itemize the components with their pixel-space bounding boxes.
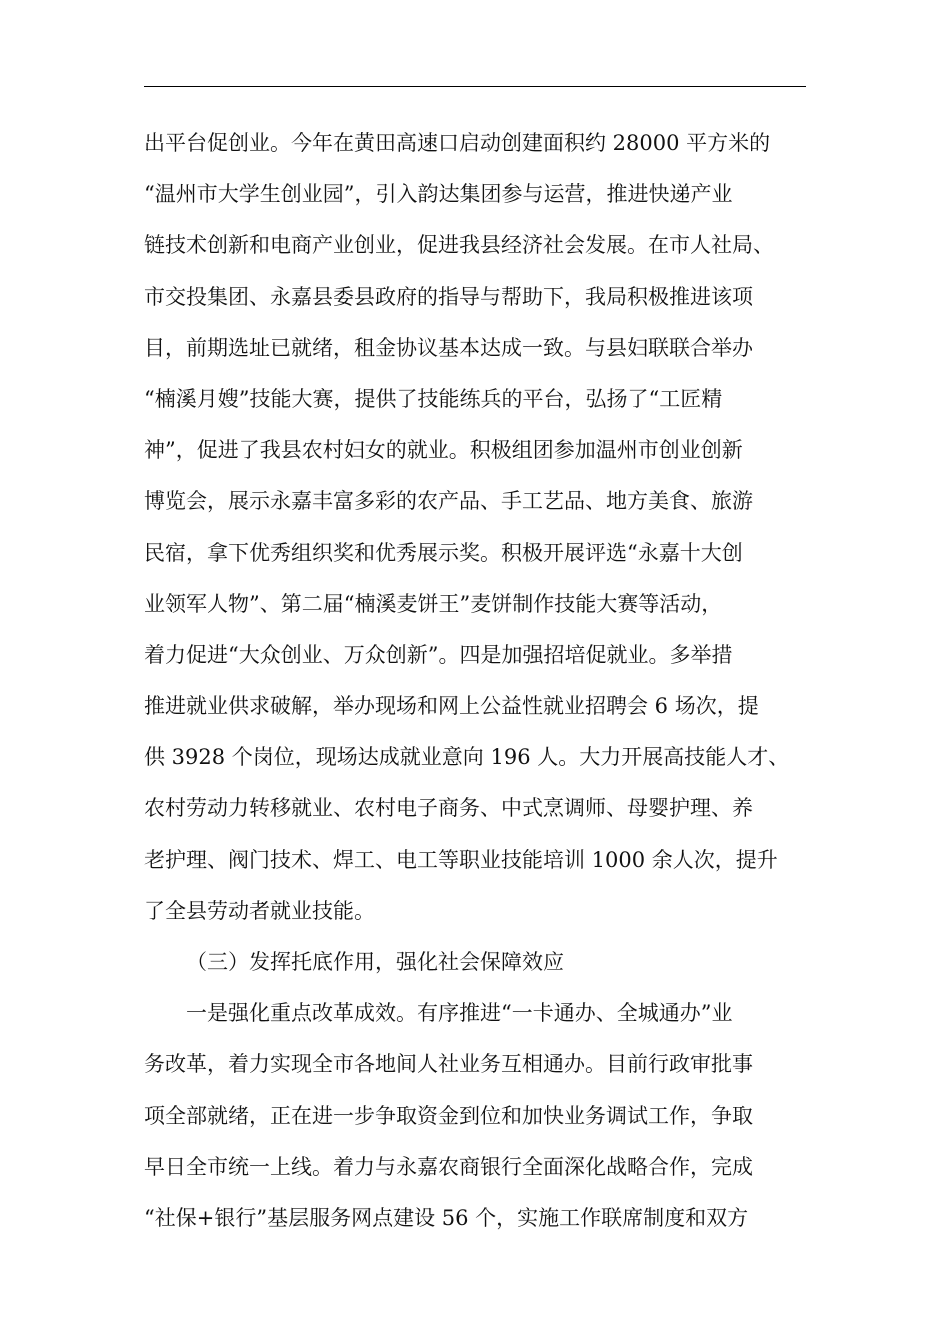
- text-line: 神”，促进了我县农村妇女的就业。积极组团参加温州市创业创新: [144, 438, 743, 463]
- text-line: 老护理、阀门技术、焊工、电工等职业技能培训 1000 余人次，提升: [144, 847, 778, 872]
- text-line: （三）发挥托底作用，强化社会保障效应: [186, 950, 564, 974]
- body-text: [144, 118, 806, 1244]
- text-line: 业领军人物”、第二届“楠溪麦饼王”麦饼制作技能大赛等活动，: [144, 591, 723, 616]
- text-line: 目，前期选址已就绪，租金协议基本达成一致。与县妇联联合举办: [144, 335, 753, 360]
- text-line: 供 3928 个岗位，现场达成就业意向 196 人。大力开展高技能人才、: [144, 745, 790, 770]
- text-line: 农村劳动力转移就业、农村电子商务、中式烹调师、母婴护理、养: [144, 796, 753, 821]
- text-line: 链技术创新和电商产业创业，促进我县经济社会发展。在市人社局、: [144, 233, 774, 258]
- text-line: 推进就业供求破解，举办现场和网上公益性就业招聘会 6 场次，提: [144, 694, 759, 719]
- text-line: 早日全市统一上线。着力与永嘉农商银行全面深化战略合作，完成: [144, 1154, 753, 1179]
- text-line: 博览会，展示永嘉丰富多彩的农产品、手工艺品、地方美食、旅游: [144, 489, 753, 514]
- text-line: 了全县劳动者就业技能。: [144, 898, 375, 923]
- text-line: 市交投集团、永嘉县委县政府的指导与帮助下，我局积极推进该项: [144, 284, 753, 309]
- text-line: “温州市大学生创业园”，引入韵达集团参与运营，推进快递产业: [144, 182, 733, 207]
- text-line: “楠溪月嫂”技能大赛，提供了技能练兵的平台，弘扬了“工匠精: [144, 386, 723, 411]
- text-line: 务改革，着力实现全市各地间人社业务互相通办。目前行政审批事: [144, 1052, 753, 1077]
- text-line: 出平台促创业。今年在黄田高速口启动创建面积约 28000 平方米的: [144, 131, 771, 155]
- text-line: “社保+银行”基层服务网点建设 56 个，实施工作联席制度和双方: [144, 1205, 749, 1230]
- header-rule: [144, 86, 806, 87]
- text-line: 着力促进“大众创业、万众创新”。四是加强招培促就业。多举措: [144, 642, 733, 667]
- text-line: 民宿，拿下优秀组织奖和优秀展示奖。积极开展评选“永嘉十大创: [144, 540, 743, 565]
- text-line: 一是强化重点改革成效。有序推进“一卡通办、全城通办”业: [186, 1001, 733, 1026]
- text-line: 项全部就绪，正在进一步争取资金到位和加快业务调试工作，争取: [144, 1103, 753, 1128]
